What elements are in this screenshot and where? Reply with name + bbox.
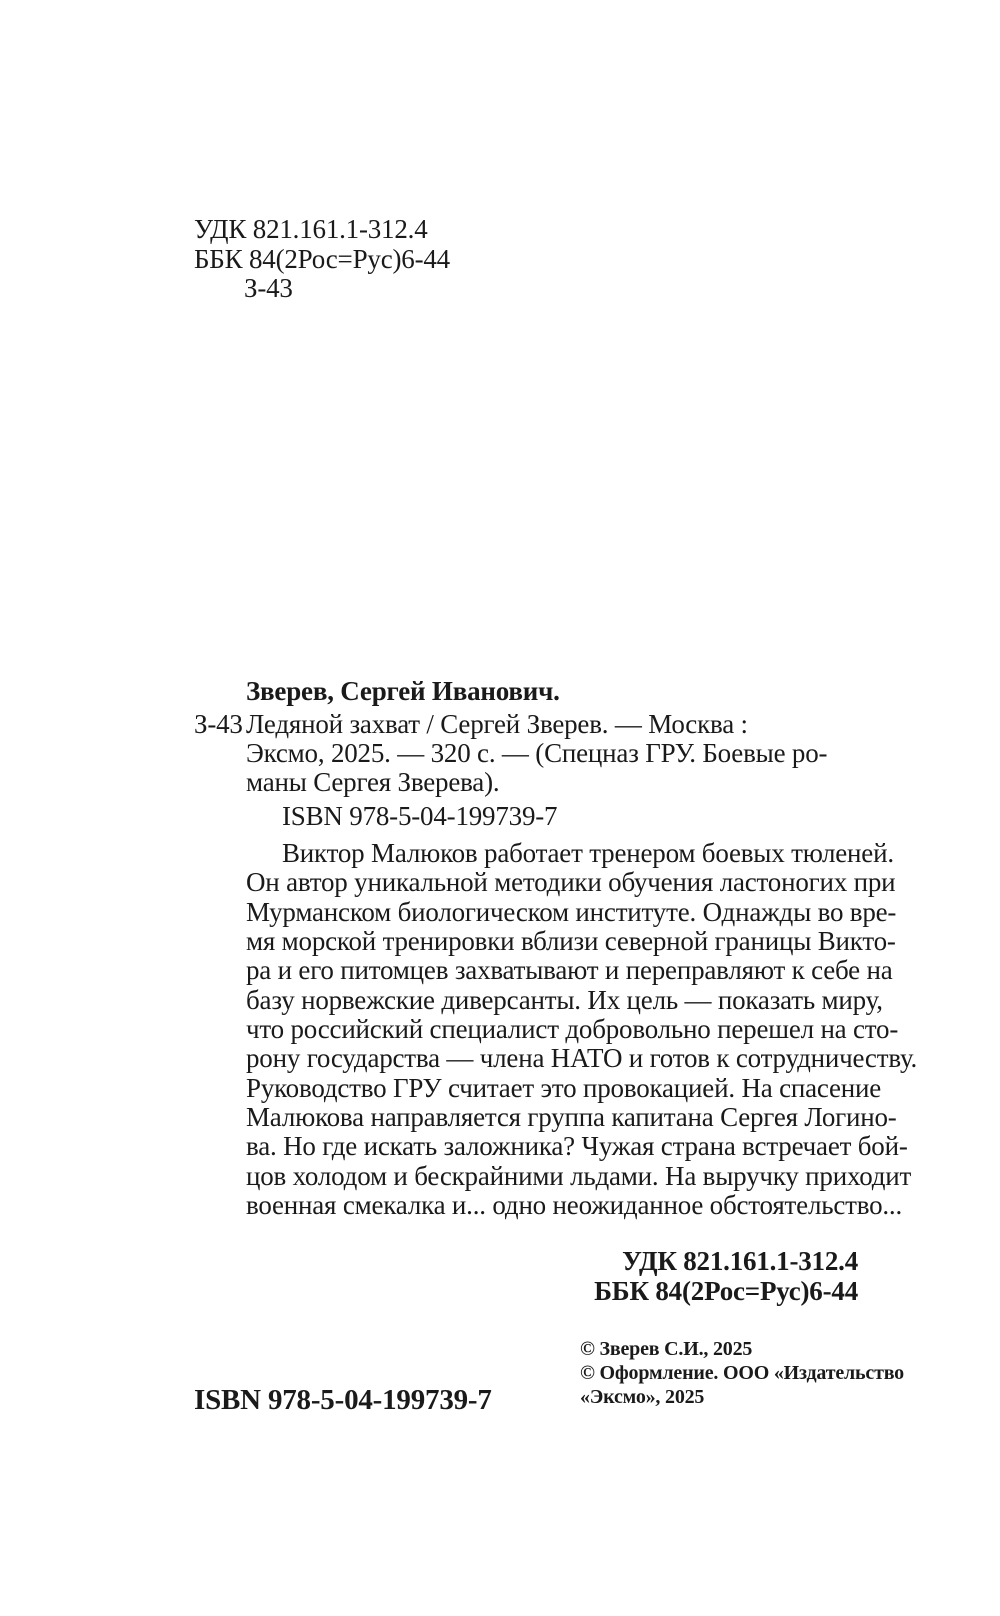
top-udk: УДК 821.161.1-312.4: [194, 214, 428, 244]
annotation-line-6: базу норвежские диверсанты. Их цель — показать миру,: [246, 985, 883, 1015]
title-line-2: Эксмо, 2025. — 320 с. — (Спецназ ГРУ. Боевые ро-: [246, 738, 828, 768]
bottom-bbk: ББК 84(2Рос=Рус)6-44: [594, 1276, 858, 1306]
title-line-1-text: Ледяной захват / Сергей Зверев. — Москва :: [246, 709, 748, 739]
record-mark: З-43: [194, 709, 243, 739]
annotation-line-1: Виктор Малюков работает тренером боевых тюленей.: [282, 838, 894, 868]
isbn-large: ISBN 978-5-04-199739-7: [194, 1384, 492, 1416]
top-author-mark: З-43: [244, 273, 293, 303]
annotation-line-7: что российский специалист добровольно перешел на сто-: [246, 1014, 899, 1044]
record-isbn: ISBN 978-5-04-199739-7: [282, 801, 558, 831]
annotation-line-12: цов холодом и бескрайними льдами. На выручку приходит: [246, 1161, 912, 1191]
bottom-udk: УДК 821.161.1-312.4: [622, 1246, 858, 1276]
annotation-line-9: Руководство ГРУ считает это провокацией. На спасение: [246, 1073, 882, 1103]
annotation-line-13: военная смекалка и... одно неожиданное обстоятельство...: [246, 1190, 903, 1220]
copyright-line-1: © Зверев С.И., 2025: [580, 1338, 753, 1360]
annotation-line-4: мя морской тренировки вблизи северной границы Викто-: [246, 926, 896, 956]
annotation-line-8: рону государства — члена НАТО и готов к сотрудничеству.: [246, 1043, 918, 1073]
top-bbk: ББК 84(2Рос=Рус)6-44: [194, 244, 450, 274]
annotation-line-11: ва. Но где искать заложника? Чужая страна встречает бой-: [246, 1131, 908, 1161]
copyright-line-2: © Оформление. ООО «Издательство: [580, 1362, 904, 1384]
title-line-3: маны Сергея Зверева).: [246, 767, 500, 797]
annotation-line-10: Малюкова направляется группа капитана Сергея Логино-: [246, 1102, 897, 1132]
annotation-line-5: ра и его питомцев захватывают и переправляют к себе на: [246, 955, 893, 985]
author-heading: Зверев, Сергей Иванович.: [246, 676, 560, 706]
annotation-line-2: Он автор уникальной методики обучения ластоногих при: [246, 867, 896, 897]
annotation-line-3: Мурманском биологическом институте. Однажды во вре-: [246, 897, 897, 927]
title-line-1: [246, 709, 858, 739]
copyright-line-3: «Эксмо», 2025: [580, 1386, 705, 1408]
